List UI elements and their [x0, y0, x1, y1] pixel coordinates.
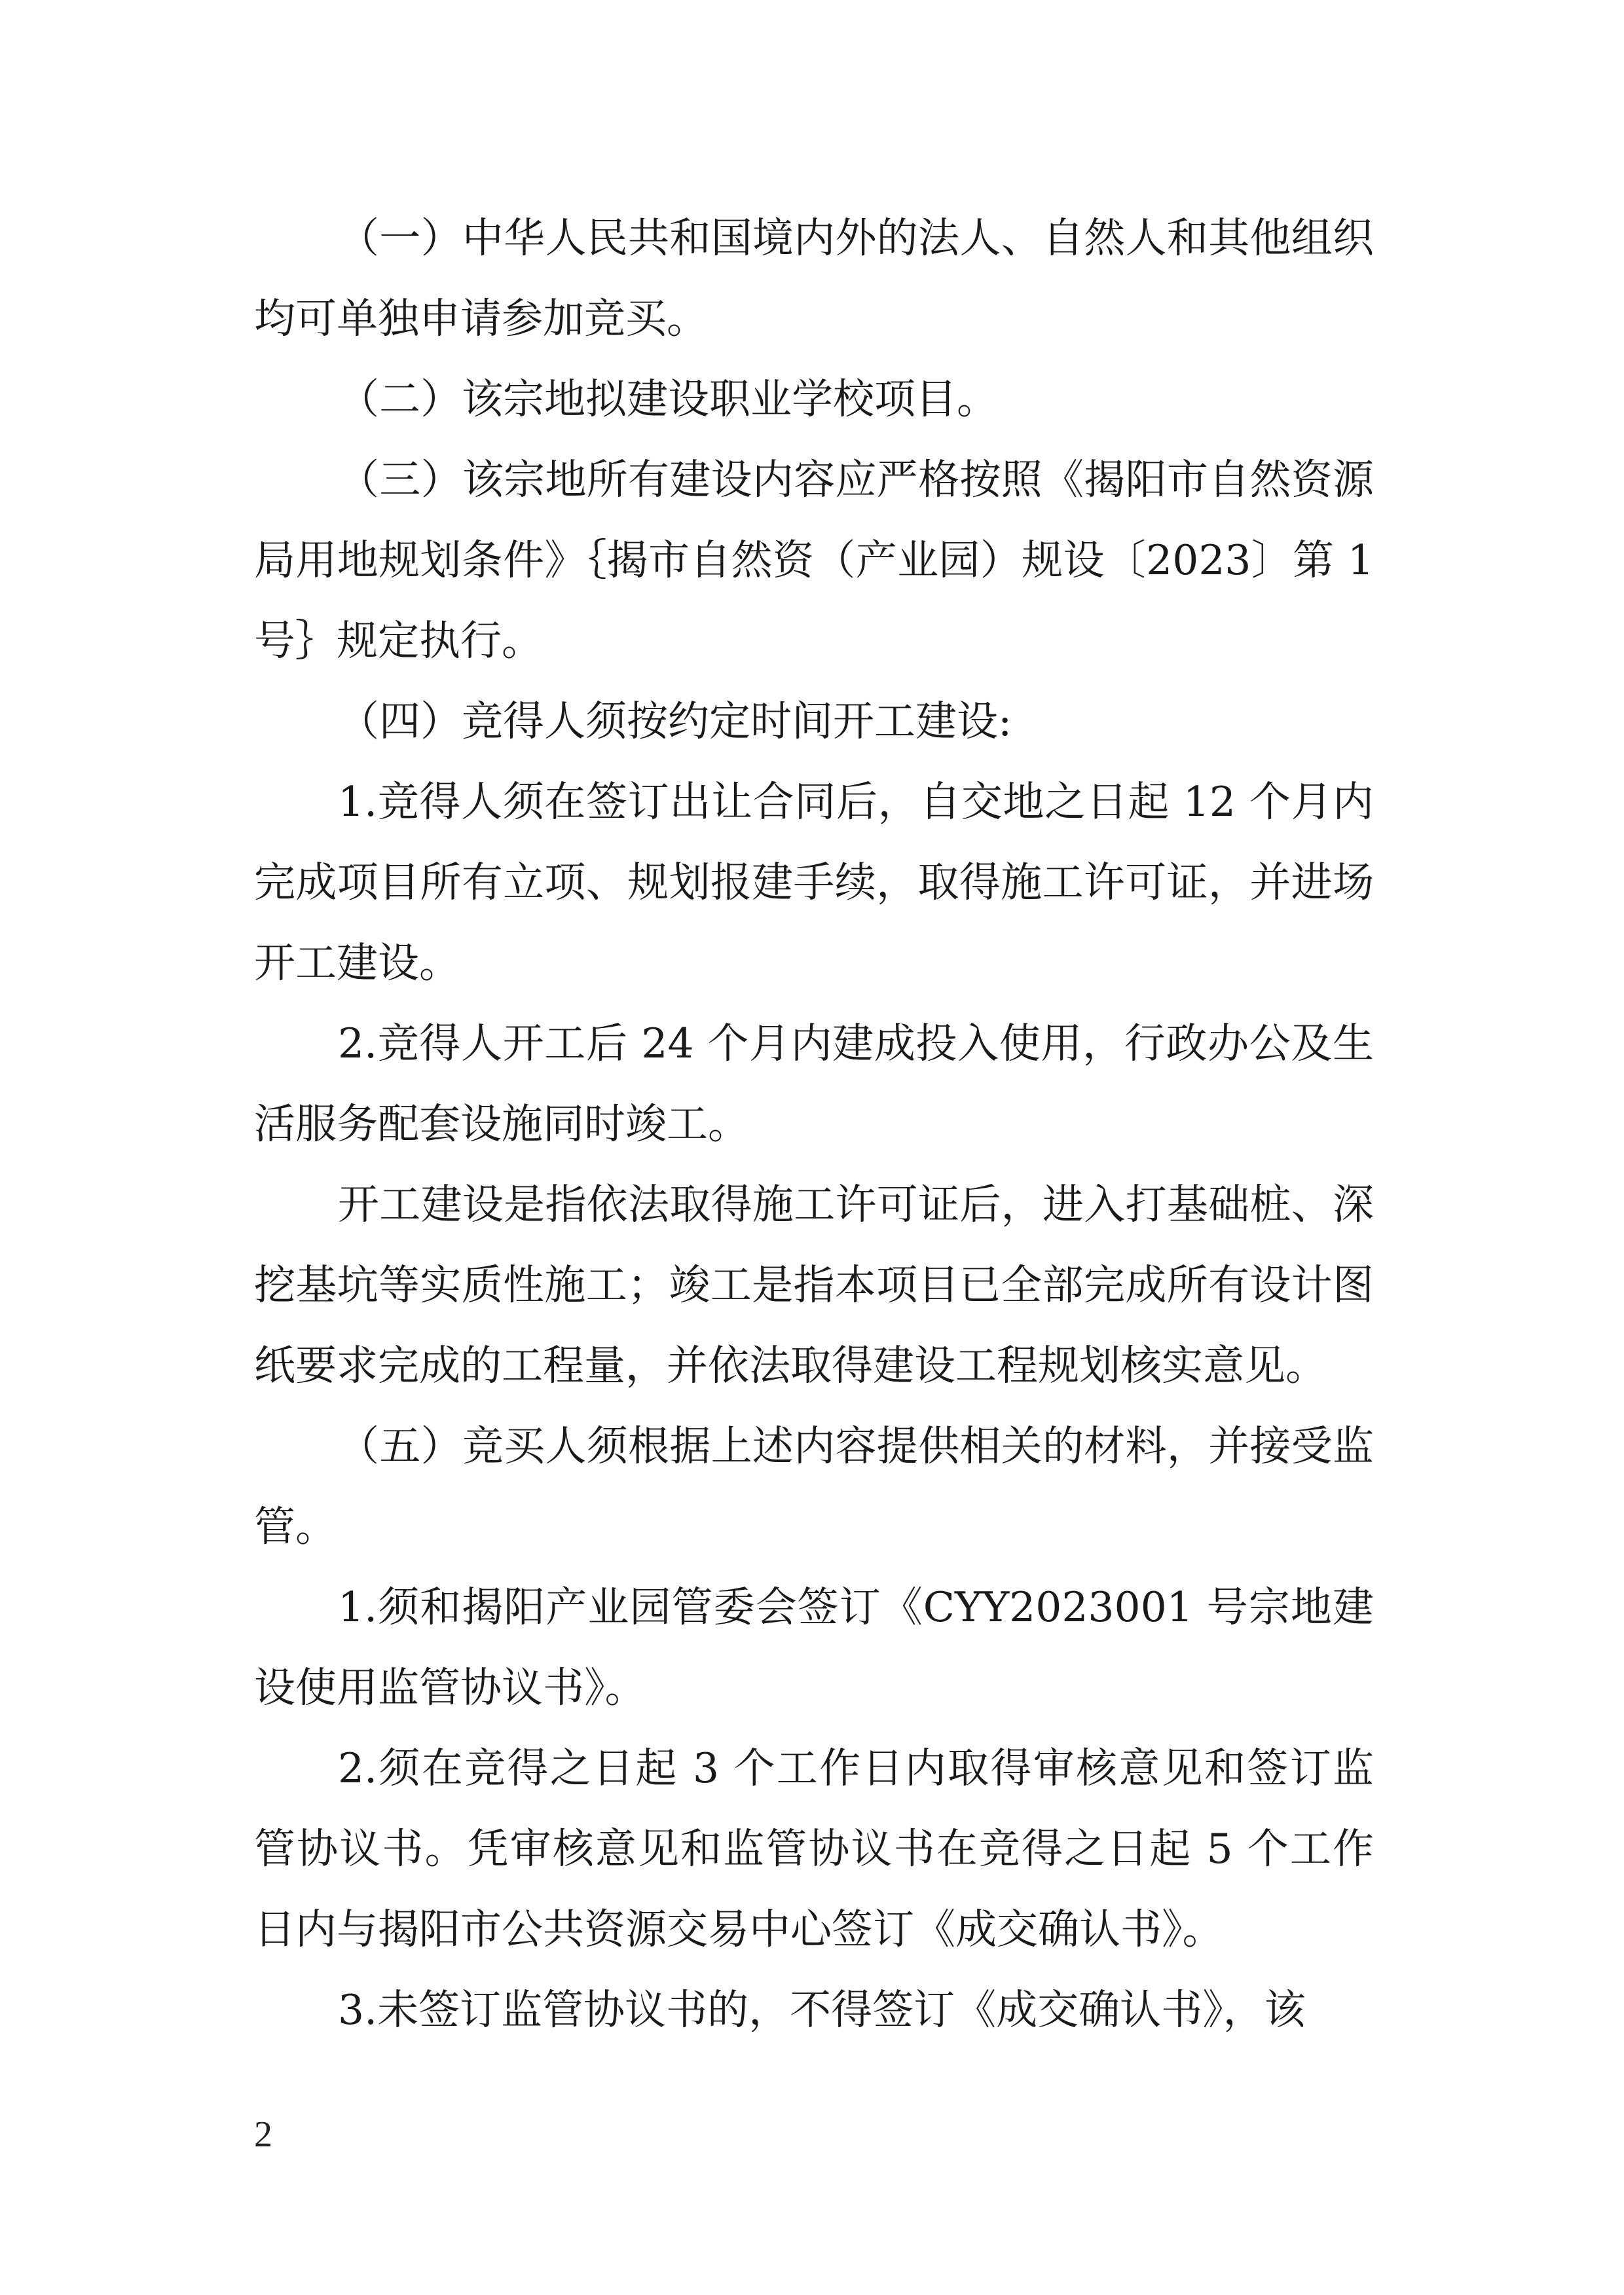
paragraph-schedule-item-2: 2.竞得人开工后 24 个月内建成投入使用，行政办公及生活服务配套设施同时竣工。 [254, 1019, 1374, 1148]
paragraph-schedule-item-1: 1.竞得人须在签订出让合同后，自交地之日起 12 个月内完成项目所有立项、规划报建手续，取得施工许可证，并进场开工建设。 [254, 778, 1374, 987]
paragraph-supervision: （五）竞买人须根据上述内容提供相关的材料，并接受监管。 [254, 1422, 1374, 1551]
paragraph-construction-schedule: （四）竞得人须按约定时间开工建设: [338, 697, 1012, 745]
paragraph-supervision-item-3: 3.未签订监管协议书的，不得签订《成交确认书》，该 [338, 1986, 1306, 2034]
paragraph-supervision-item-1: 1.须和揭阳产业园管委会签订《CYY2023001 号宗地建设使用监管协议书》。 [254, 1583, 1374, 1712]
paragraph-definitions: 开工建设是指依法取得施工许可证后，进入打基础桩、深挖基坑等实质性施工；竣工是指本项目已全部完成所有设计图纸要求完成的工程量，并依法取得建设工程规划核实意见。 [254, 1181, 1374, 1389]
paragraph-project-type: （二）该宗地拟建设职业学校项目。 [338, 375, 998, 423]
paragraph-planning-conditions: （三）该宗地所有建设内容应严格按照《揭阳市自然资源局用地规划条件》｛揭市自然资（产业园）规设〔2023〕第 1 号｝规定执行。 [254, 456, 1374, 665]
document-body [254, 198, 1374, 2050]
page-number: 2 [254, 2114, 272, 2155]
paragraph-supervision-item-2: 2.须在竞得之日起 3 个工作日内取得审核意见和签订监管协议书。凭审核意见和监管协议书在竞得之日起 5 个工作日内与揭阳市公共资源交易中心签订《成交确认书》。 [254, 1744, 1374, 1953]
paragraph-eligibility: （一）中华人民共和国境内外的法人、自然人和其他组织均可单独申请参加竞买。 [254, 214, 1374, 342]
